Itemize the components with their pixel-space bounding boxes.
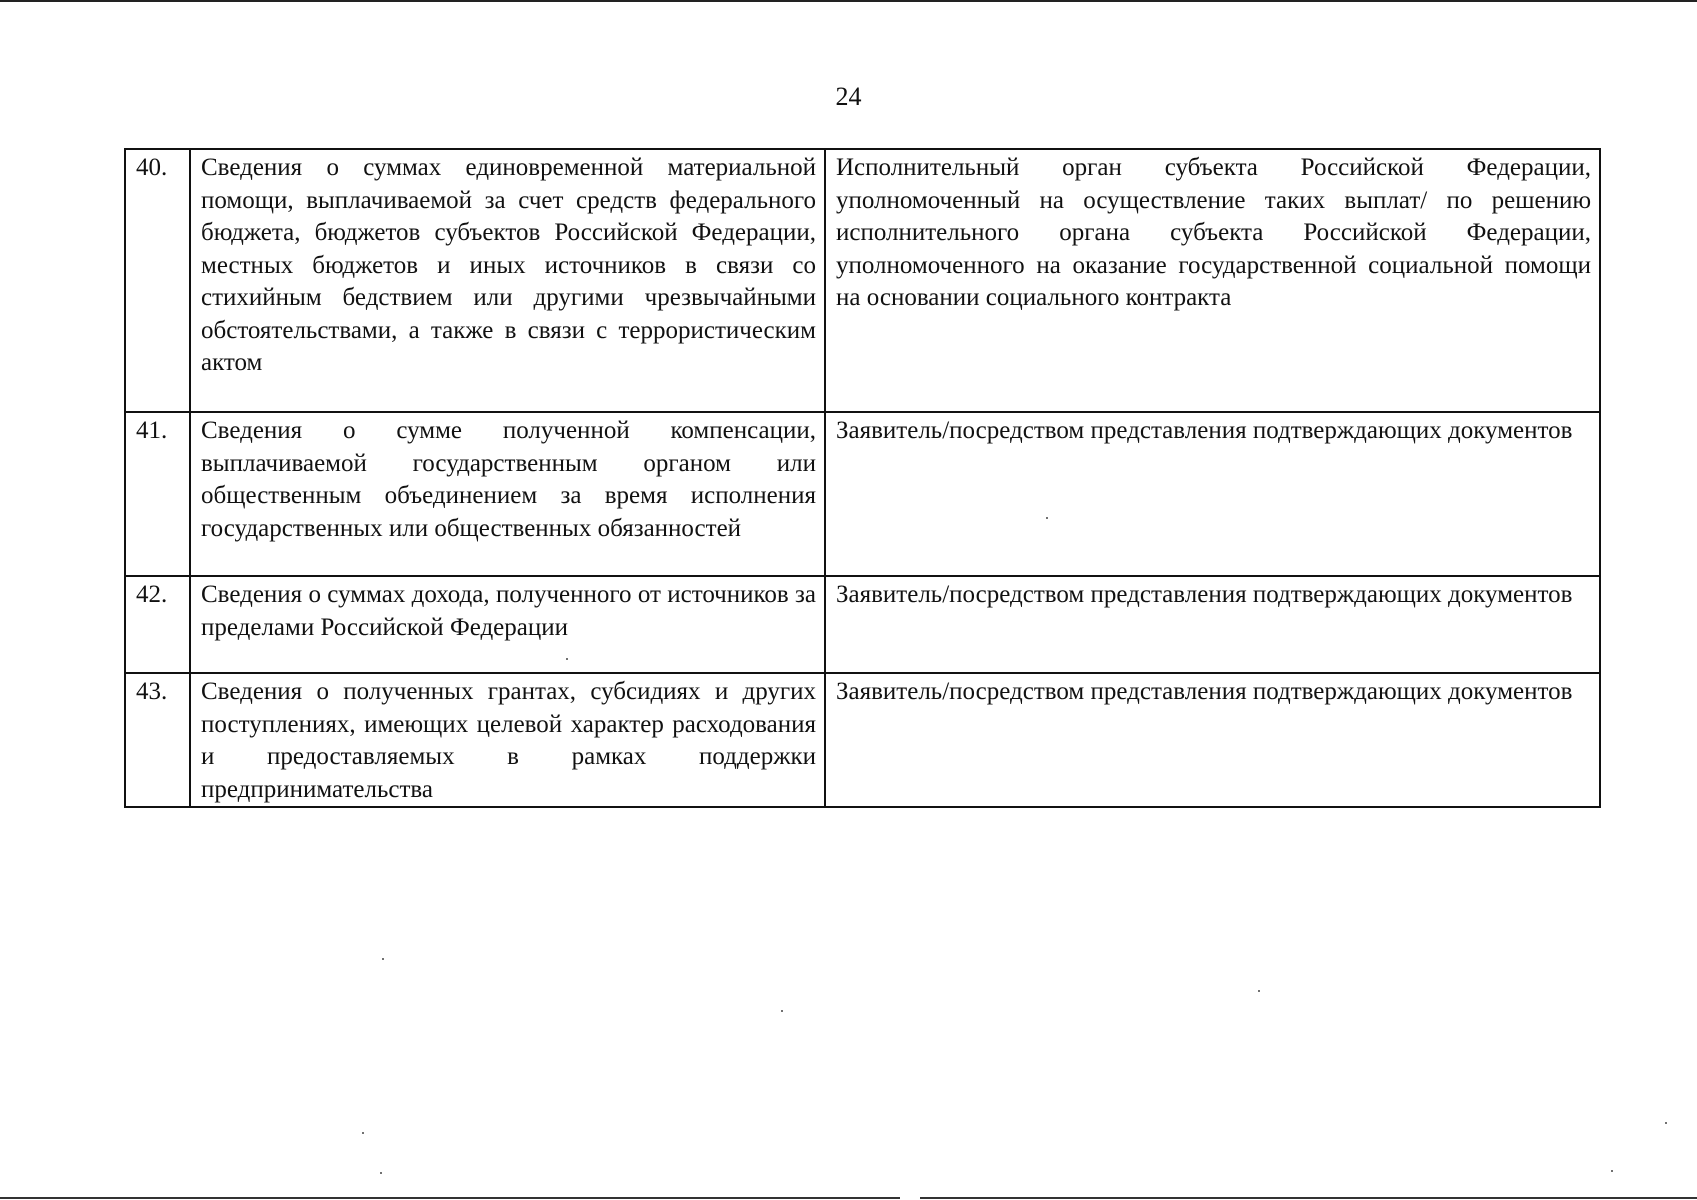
row-source: Исполнительный орган субъекта Российской Федерации, уполномоченный на осуществление таких выплат/ по решению исполнительного органа субъекта Российской Федерации, уполномоченного на оказание государственной социальной помощи на основании социального контракта xyxy=(825,149,1600,412)
table-row xyxy=(125,576,1600,673)
table-row xyxy=(125,149,1600,412)
scan-edge-top xyxy=(0,0,1697,2)
table-row xyxy=(125,673,1600,807)
row-number: 40. xyxy=(125,149,190,412)
row-description: Сведения о сумме полученной компенсации, выплачиваемой государственным органом или общественным объединением за время исполнения государственных или общественных обязанностей xyxy=(190,412,825,576)
scan-speck xyxy=(781,1010,783,1012)
row-number: 41. xyxy=(125,412,190,576)
scan-speck xyxy=(1046,517,1048,519)
scan-speck xyxy=(1665,1122,1667,1124)
scan-edge-bottom xyxy=(0,1197,900,1199)
document-table xyxy=(124,148,1601,808)
scan-speck xyxy=(362,1132,364,1134)
scan-speck xyxy=(566,658,568,660)
scan-edge-bottom xyxy=(920,1197,1697,1199)
row-source: Заявитель/посредством представления подтверждающих документов xyxy=(825,412,1600,576)
row-source: Заявитель/посредством представления подтверждающих документов xyxy=(825,576,1600,673)
scan-speck xyxy=(1611,1170,1613,1172)
row-source: Заявитель/посредством представления подтверждающих документов xyxy=(825,673,1600,807)
row-number: 43. xyxy=(125,673,190,807)
scan-speck xyxy=(380,1172,382,1174)
page-number: 24 xyxy=(835,82,862,111)
scan-speck xyxy=(1258,990,1260,992)
row-description: Сведения о полученных грантах, субсидиях и других поступлениях, имеющих целевой характер расходования и предоставляемых в рамках поддержки предпринимательства xyxy=(190,673,825,807)
row-description: Сведения о суммах единовременной материальной помощи, выплачиваемой за счет средств федерального бюджета, бюджетов субъектов Российской Федерации, местных бюджетов и иных источников в связи со стихийным бедствием или другими чрезвычайными обстоятельствами, а также в связи с террористическим актом xyxy=(190,149,825,412)
row-description: Сведения о суммах дохода, полученного от источников за пределами Российской Федерации xyxy=(190,576,825,673)
scan-speck xyxy=(382,958,384,960)
table-row xyxy=(125,412,1600,576)
row-number: 42. xyxy=(125,576,190,673)
